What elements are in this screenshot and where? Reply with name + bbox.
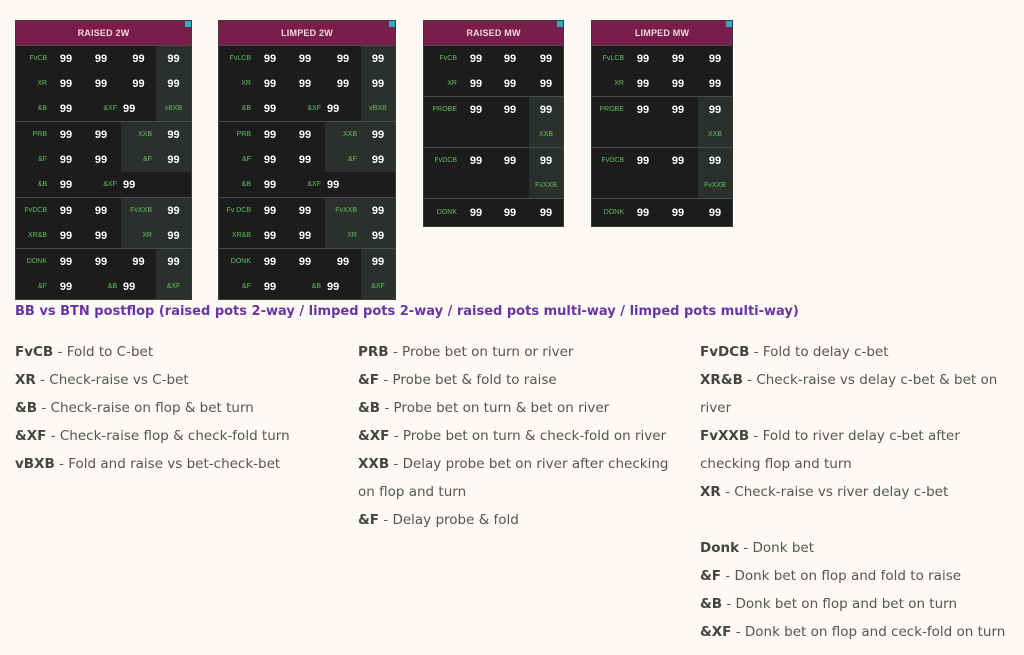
hud-title: RAISED 2W xyxy=(16,21,191,45)
stat-label: XXB xyxy=(325,122,361,147)
stat-value[interactable]: 99 xyxy=(361,46,395,71)
stat-value[interactable]: 99 xyxy=(156,71,191,96)
stat-value[interactable]: 99 xyxy=(708,154,722,167)
stat-value[interactable]: 99 xyxy=(59,128,73,141)
stat-value[interactable]: 99 xyxy=(708,103,722,116)
hud-group-cbet xyxy=(16,45,191,121)
hud-row xyxy=(16,46,191,71)
stat-value[interactable]: 99 xyxy=(539,52,553,65)
hud-row xyxy=(16,71,191,96)
legend-item xyxy=(700,534,1018,562)
legend-item xyxy=(15,450,335,478)
legend-key: &XF xyxy=(15,428,47,444)
stat-value[interactable]: 99 xyxy=(327,178,340,191)
stat-label: XXB xyxy=(707,131,722,138)
stat-value[interactable]: 99 xyxy=(298,229,312,242)
stat-label: FvCB xyxy=(439,55,457,62)
stat-value[interactable]: 99 xyxy=(671,154,685,167)
legend-key: &XF xyxy=(358,428,390,444)
stat-value[interactable]: 99 xyxy=(708,206,722,219)
stat-label: DONK xyxy=(436,209,457,216)
stat-value[interactable]: 99 xyxy=(156,223,191,248)
stat-value[interactable]: 99 xyxy=(336,52,350,65)
stat-label: Fv DCB xyxy=(226,207,251,214)
stat-label: XR xyxy=(447,80,457,87)
stat-label: &F xyxy=(242,156,251,163)
stat-value[interactable]: 99 xyxy=(636,103,650,116)
hud-row xyxy=(16,122,191,147)
legend-key: FvDCB xyxy=(700,344,750,360)
stat-stack xyxy=(529,148,563,198)
stat-value[interactable]: 99 xyxy=(503,77,517,90)
legend-key: PRB xyxy=(358,344,389,360)
figure-caption: BB vs BTN postflop (raised pots 2-way / limped pots 2-way / raised pots multi-way / limped pots multi-way) xyxy=(15,304,799,319)
legend-desc: - Donk bet on flop and ceck-fold on turn xyxy=(731,624,1006,640)
empty-cell xyxy=(361,172,395,197)
stat-label: XR xyxy=(37,80,47,87)
stat-label: FvLCB xyxy=(229,55,251,62)
legend-key: &F xyxy=(700,568,721,584)
stat-value[interactable]: 99 xyxy=(59,52,73,65)
legend-item xyxy=(358,366,678,394)
stat-value[interactable]: 99 xyxy=(263,102,277,115)
stat-value[interactable]: 99 xyxy=(539,103,553,116)
stat-label: DONK xyxy=(603,209,624,216)
stat-value[interactable]: 99 xyxy=(123,280,136,293)
legend-desc: - Fold to C-bet xyxy=(53,344,154,360)
hud-limped-2w xyxy=(218,20,396,300)
stat-value[interactable]: 99 xyxy=(361,147,395,172)
hud-row xyxy=(16,96,191,121)
legend-item xyxy=(700,478,1018,506)
hud-corner-marker xyxy=(389,21,395,27)
stat-value[interactable]: 99 xyxy=(636,52,650,65)
hud-row xyxy=(16,223,191,248)
hud-group-cbet xyxy=(424,45,563,96)
stat-label: &XF xyxy=(361,274,395,299)
stat-value[interactable]: 99 xyxy=(298,153,312,166)
hud-group-cbet xyxy=(219,45,395,121)
legend-key: &XF xyxy=(700,624,732,640)
hud-row xyxy=(592,148,732,198)
stat-value[interactable]: 99 xyxy=(59,102,73,115)
stat-value[interactable]: 99 xyxy=(298,204,312,217)
stat-value[interactable]: 99 xyxy=(263,255,277,268)
stat-value[interactable]: 99 xyxy=(327,102,340,115)
legend-item xyxy=(700,562,1018,590)
stat-value[interactable]: 99 xyxy=(59,178,73,191)
stat-value[interactable]: 99 xyxy=(469,206,483,219)
stat-value[interactable]: 99 xyxy=(94,255,108,268)
stat-label: FvCB xyxy=(29,55,47,62)
stat-value[interactable]: 99 xyxy=(263,178,277,191)
legend-key: &F xyxy=(358,512,379,528)
stat-label: DONK xyxy=(26,258,47,265)
stat-label: FvLCB xyxy=(602,55,624,62)
hud-title: RAISED MW xyxy=(424,21,563,45)
legend-key: FvCB xyxy=(15,344,54,360)
legend-desc: - Fold and raise vs bet-check-bet xyxy=(54,456,281,472)
hud-row xyxy=(424,199,563,226)
legend-item xyxy=(15,366,335,394)
stat-value[interactable]: 99 xyxy=(59,153,73,166)
stat-value[interactable]: 99 xyxy=(156,46,191,71)
stat-label: &B xyxy=(107,283,117,290)
legend-desc: - Probe bet & fold to raise xyxy=(379,372,557,388)
legend-desc: - Delay probe bet on river after checking on flop and turn xyxy=(358,456,669,500)
legend-desc: - Probe bet on turn & bet on river xyxy=(380,400,610,416)
stat-value[interactable]: 99 xyxy=(263,128,277,141)
stat-value[interactable]: 99 xyxy=(469,103,483,116)
stat-stack xyxy=(529,97,563,147)
legend-key: XXB xyxy=(358,456,390,472)
stat-value[interactable]: 99 xyxy=(59,280,73,293)
legend-spacer xyxy=(700,506,1018,534)
legend-item xyxy=(15,394,335,422)
stat-value[interactable]: 99 xyxy=(298,128,312,141)
stat-label: &F xyxy=(242,283,251,290)
legend-item xyxy=(700,422,1018,478)
legend-item xyxy=(358,506,678,534)
stat-value[interactable]: 99 xyxy=(469,52,483,65)
hud-corner-marker xyxy=(726,21,732,27)
stat-label: &XF xyxy=(156,274,191,299)
stat-value[interactable]: 99 xyxy=(539,77,553,90)
stat-value[interactable]: 99 xyxy=(503,206,517,219)
legend-key: &B xyxy=(15,400,38,416)
hud-row xyxy=(592,199,732,226)
legend-desc: - Check-raise flop & check-fold turn xyxy=(46,428,290,444)
hud-row xyxy=(424,97,563,147)
stat-value[interactable]: 99 xyxy=(636,206,650,219)
hud-raised-mw xyxy=(423,20,564,227)
hud-row xyxy=(16,249,191,274)
hud-row xyxy=(219,96,395,121)
hud-group-delay xyxy=(592,147,732,198)
stat-value[interactable]: 99 xyxy=(336,255,350,268)
legend-key: XR xyxy=(700,484,721,500)
stat-label: &XF xyxy=(307,181,321,188)
stat-value[interactable]: 99 xyxy=(336,77,350,90)
stat-label: PRB xyxy=(32,131,47,138)
legend-item xyxy=(15,422,335,450)
stat-label: &XF xyxy=(307,105,321,112)
legend-key: &F xyxy=(358,372,379,388)
legend-desc: - Delay probe & fold xyxy=(379,512,519,528)
legend-desc: - Check-raise on flop & bet turn xyxy=(37,400,254,416)
legend-desc: - Donk bet on flop and fold to raise xyxy=(721,568,962,584)
stat-value[interactable]: 99 xyxy=(671,77,685,90)
legend-desc: - Probe bet on turn & check-fold on river xyxy=(389,428,667,444)
stat-value[interactable]: 99 xyxy=(298,52,312,65)
stat-value[interactable]: 99 xyxy=(94,77,108,90)
stat-value[interactable]: 99 xyxy=(671,206,685,219)
legend-key: &B xyxy=(700,596,723,612)
stat-value[interactable]: 99 xyxy=(94,229,108,242)
legend-item xyxy=(700,618,1018,646)
legend-desc: - Fold to delay c-bet xyxy=(749,344,889,360)
stat-label: XR xyxy=(241,80,251,87)
stat-value[interactable]: 99 xyxy=(59,229,73,242)
hud-group-donk xyxy=(424,198,563,226)
stat-value[interactable]: 99 xyxy=(361,122,395,147)
stat-value[interactable]: 99 xyxy=(94,153,108,166)
stat-label: DONK xyxy=(230,258,251,265)
hud-raised-2w xyxy=(15,20,192,300)
legend-desc: - Fold to river delay c-bet after checking flop and turn xyxy=(700,428,960,472)
legend-key: vBXB xyxy=(15,456,55,472)
stat-label: XR xyxy=(121,223,156,248)
stat-value[interactable]: 99 xyxy=(94,52,108,65)
hud-row xyxy=(592,46,732,71)
hud-corner-marker xyxy=(557,21,563,27)
stat-label: &XF xyxy=(103,181,117,188)
stat-value[interactable]: 99 xyxy=(636,77,650,90)
stat-value[interactable]: 99 xyxy=(132,255,145,268)
stat-value[interactable]: 99 xyxy=(636,154,650,167)
stat-value[interactable]: 99 xyxy=(469,154,483,167)
hud-row xyxy=(219,274,395,299)
legend-key: Donk xyxy=(700,540,740,556)
empty-cell xyxy=(156,172,191,197)
stat-value[interactable]: 99 xyxy=(263,204,277,217)
hud-row xyxy=(219,147,395,172)
hud-group-probe xyxy=(592,96,732,147)
hud-group-probe xyxy=(219,121,395,197)
hud-row xyxy=(219,172,395,197)
stat-label: &F xyxy=(121,147,156,172)
hud-row xyxy=(16,147,191,172)
hud-row xyxy=(16,274,191,299)
stat-stack xyxy=(698,148,732,198)
hud-title: LIMPED MW xyxy=(592,21,732,45)
stat-value[interactable]: 99 xyxy=(298,255,312,268)
stat-label: PRB xyxy=(236,131,251,138)
stat-value[interactable]: 99 xyxy=(94,204,108,217)
stat-value[interactable]: 99 xyxy=(327,280,340,293)
hud-row xyxy=(16,198,191,223)
hud-group-donk xyxy=(219,248,395,299)
stat-value[interactable]: 99 xyxy=(361,71,395,96)
stat-value[interactable]: 99 xyxy=(156,249,191,274)
legend-item xyxy=(700,590,1018,618)
hud-group-delay xyxy=(16,197,191,248)
stat-value[interactable]: 99 xyxy=(263,229,277,242)
stat-value[interactable]: 99 xyxy=(156,122,191,147)
stat-value[interactable]: 99 xyxy=(671,52,685,65)
hud-row xyxy=(424,46,563,71)
stat-value[interactable]: 99 xyxy=(156,147,191,172)
legend-item xyxy=(358,450,678,506)
stat-label: FvDCB xyxy=(601,157,624,164)
hud-row xyxy=(219,71,395,96)
stat-value[interactable]: 99 xyxy=(94,128,108,141)
stat-label: XXB xyxy=(121,122,156,147)
stat-value[interactable]: 99 xyxy=(361,249,395,274)
stat-label: XR&B xyxy=(27,232,47,239)
hud-limped-mw xyxy=(591,20,733,227)
stat-label: FvDCB xyxy=(24,207,47,214)
legend-column-3 xyxy=(700,338,1018,646)
stat-value[interactable]: 99 xyxy=(156,198,191,223)
stat-value[interactable]: 99 xyxy=(539,206,553,219)
stat-value[interactable]: 99 xyxy=(503,52,517,65)
stat-label: PROBE xyxy=(599,106,624,113)
stat-label: XR&B xyxy=(231,232,251,239)
stat-label: &B xyxy=(241,105,251,112)
stat-value[interactable]: 99 xyxy=(671,103,685,116)
legend-desc: - Donk bet xyxy=(739,540,815,556)
stat-label: &B xyxy=(37,181,47,188)
legend-desc: - Check-raise vs C-bet xyxy=(35,372,189,388)
stat-value[interactable]: 99 xyxy=(263,153,277,166)
stat-label: XR xyxy=(614,80,624,87)
legend-desc: - Probe bet on turn or river xyxy=(388,344,574,360)
stat-value[interactable]: 99 xyxy=(361,223,395,248)
stat-label: FvXXB xyxy=(325,198,361,223)
hud-row xyxy=(219,198,395,223)
stat-label: FvDCB xyxy=(434,157,457,164)
hud-group-delay xyxy=(424,147,563,198)
hud-group-delay xyxy=(219,197,395,248)
legend-item xyxy=(700,338,1018,366)
stat-label: FvXXB xyxy=(704,182,726,189)
hud-row xyxy=(219,122,395,147)
hud-group-cbet xyxy=(592,45,732,96)
legend-item xyxy=(15,338,335,366)
stat-value[interactable]: 99 xyxy=(361,198,395,223)
hud-group-probe xyxy=(16,121,191,197)
stat-value[interactable]: 99 xyxy=(469,77,483,90)
hud-group-donk xyxy=(16,248,191,299)
legend-item xyxy=(700,366,1018,422)
stat-label: &F xyxy=(325,147,361,172)
stat-value[interactable]: 99 xyxy=(59,204,73,217)
hud-corner-marker xyxy=(185,21,191,27)
stat-label: vBXB xyxy=(361,96,395,121)
stat-label: FvXXB xyxy=(535,182,557,189)
legend-desc: - Check-raise vs river delay c-bet xyxy=(720,484,949,500)
hud-group-donk xyxy=(592,198,732,226)
stat-label: &B xyxy=(37,105,47,112)
stat-label: &B xyxy=(241,181,251,188)
stat-value[interactable]: 99 xyxy=(539,154,553,167)
stat-value[interactable]: 99 xyxy=(132,52,145,65)
stat-label: &B xyxy=(311,283,321,290)
legend-desc: - Check-raise vs delay c-bet & bet on river xyxy=(700,372,998,416)
stat-label: XR xyxy=(325,223,361,248)
stat-value[interactable]: 99 xyxy=(123,102,136,115)
legend-key: FvXXB xyxy=(700,428,750,444)
legend-column-2 xyxy=(358,338,678,534)
stat-stack xyxy=(698,97,732,147)
hud-row xyxy=(424,71,563,96)
legend-item xyxy=(358,394,678,422)
legend-key: &B xyxy=(358,400,381,416)
stat-value[interactable]: 99 xyxy=(708,77,722,90)
legend-key: XR&B xyxy=(700,372,743,388)
stat-value[interactable]: 99 xyxy=(503,103,517,116)
hud-row xyxy=(219,249,395,274)
stat-label: &F xyxy=(38,156,47,163)
stat-label: &XF xyxy=(103,105,117,112)
hud-row xyxy=(219,46,395,71)
legend-item xyxy=(358,338,678,366)
stat-label: &F xyxy=(38,283,47,290)
legend-key: XR xyxy=(15,372,36,388)
hud-row xyxy=(16,172,191,197)
hud-row xyxy=(592,71,732,96)
stat-value[interactable]: 99 xyxy=(123,178,136,191)
stat-value[interactable]: 99 xyxy=(132,77,145,90)
stat-value[interactable]: 99 xyxy=(503,154,517,167)
stat-value[interactable]: 99 xyxy=(263,52,277,65)
stat-label: FvXXB xyxy=(121,198,156,223)
legend-column-1 xyxy=(15,338,335,478)
stat-value[interactable]: 99 xyxy=(263,280,277,293)
hud-row xyxy=(219,223,395,248)
stat-label: XXB xyxy=(538,131,553,138)
stat-value[interactable]: 99 xyxy=(263,77,277,90)
legend-desc: - Donk bet on flop and bet on turn xyxy=(722,596,958,612)
stat-value[interactable]: 99 xyxy=(708,52,722,65)
hud-row xyxy=(592,97,732,147)
stat-value[interactable]: 99 xyxy=(59,255,73,268)
stat-value[interactable]: 99 xyxy=(298,77,312,90)
stat-label: PROBE xyxy=(432,106,457,113)
legend-item xyxy=(358,422,678,450)
stat-value[interactable]: 99 xyxy=(59,77,73,90)
hud-group-probe xyxy=(424,96,563,147)
hud-title: LIMPED 2W xyxy=(219,21,395,45)
hud-row xyxy=(424,148,563,198)
stat-label: vBXB xyxy=(156,96,191,121)
